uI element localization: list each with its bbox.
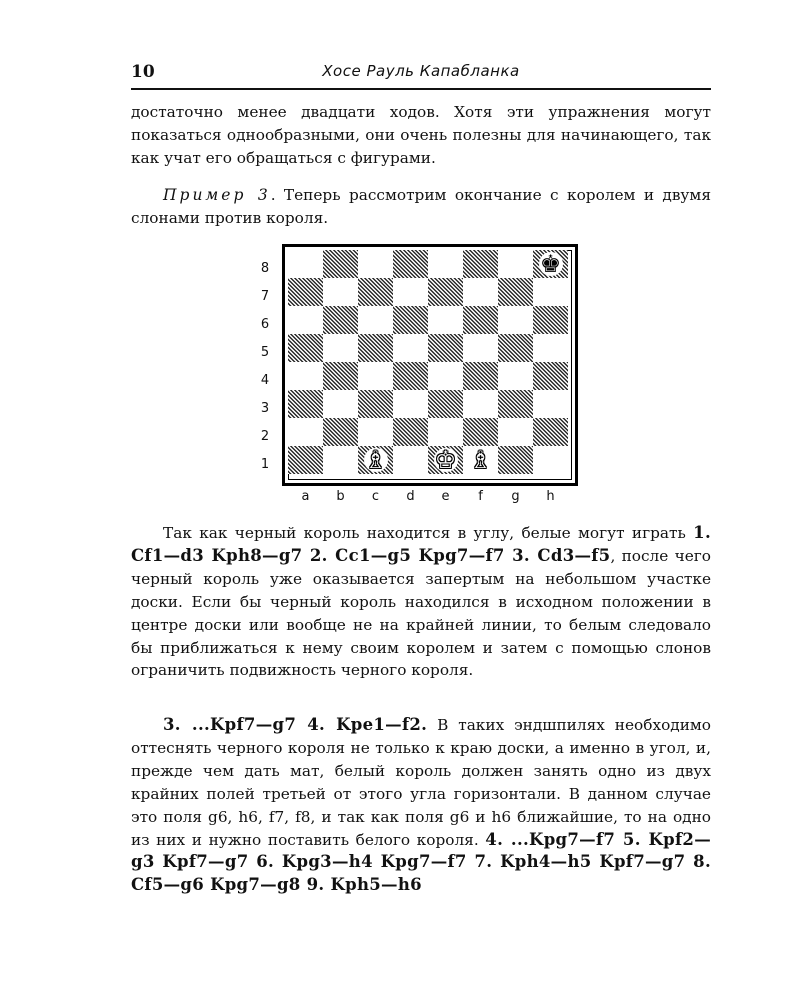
page-header [131, 62, 711, 86]
page-number: 10 [131, 62, 155, 82]
square-g5 [498, 334, 533, 362]
chess-diagram [282, 244, 578, 486]
file-label-a: a [301, 489, 310, 504]
file-label-g: g [511, 489, 520, 504]
square-e2 [428, 418, 463, 446]
square-h7 [533, 278, 568, 306]
file-label-f: f [478, 489, 483, 504]
square-a7 [288, 278, 323, 306]
file-label-c: c [371, 489, 380, 504]
square-f3 [463, 390, 498, 418]
black-king-icon: ♚ [539, 250, 562, 278]
square-c2 [358, 418, 393, 446]
square-b5 [323, 334, 358, 362]
square-g3 [498, 390, 533, 418]
square-b1 [323, 446, 358, 474]
chess-board [288, 250, 568, 474]
square-e4 [428, 362, 463, 390]
square-a1 [288, 446, 323, 474]
square-e6 [428, 306, 463, 334]
example-text: . Теперь рассмотрим окончание с королем и двумя слонами против короля. [131, 186, 711, 227]
square-h5 [533, 334, 568, 362]
square-e5 [428, 334, 463, 362]
square-a6 [288, 306, 323, 334]
square-e3 [428, 390, 463, 418]
square-g7 [498, 278, 533, 306]
square-b3 [323, 390, 358, 418]
square-c8 [358, 250, 393, 278]
square-h1 [533, 446, 568, 474]
file-label-e: e [441, 489, 450, 504]
square-e7 [428, 278, 463, 306]
square-a5 [288, 334, 323, 362]
square-g6 [498, 306, 533, 334]
square-d4 [393, 362, 428, 390]
rank-label-1: 1 [260, 457, 270, 472]
rank-label-7: 7 [260, 289, 270, 304]
square-f5 [463, 334, 498, 362]
square-b2 [323, 418, 358, 446]
square-f7 [463, 278, 498, 306]
white-king-icon: ♔ [434, 446, 457, 474]
square-d7 [393, 278, 428, 306]
file-label-b: b [336, 489, 345, 504]
square-d5 [393, 334, 428, 362]
square-d1 [393, 446, 428, 474]
square-g2 [498, 418, 533, 446]
square-b6 [323, 306, 358, 334]
rank-label-3: 3 [260, 401, 270, 416]
file-label-h: h [546, 489, 555, 504]
square-c4 [358, 362, 393, 390]
square-d8 [393, 250, 428, 278]
square-h4 [533, 362, 568, 390]
square-b7 [323, 278, 358, 306]
paragraph-3-text-a: Так как черный король находится в углу, белые могут играть [163, 524, 694, 542]
square-f6 [463, 306, 498, 334]
square-g8 [498, 250, 533, 278]
paragraph-4-text: В таких эндшпилях необходимо оттеснять черного короля не только к краю доски, а именно в угол, и, прежде чем дать мат, белый король должен занять одно из двух крайних полей третьей от этого угла горизонтали. В данном случае это поля g6, h6, f7, f8, и так как поля g6 и h6 ближайшие, то на одно из них и нужно поставить белого короля. [131, 716, 711, 849]
square-b4 [323, 362, 358, 390]
rank-label-6: 6 [260, 317, 270, 332]
white-bishop-c1-icon: ♗ [364, 446, 387, 474]
rank-label-4: 4 [260, 373, 270, 388]
paragraph-4-moves-2: 4. ...Kpg7—f7 5. Kpf2—g3 Kpf7—g7 6. Kpg3—h4 Kpg7—f7 7. Kph4—h5 Kpf7—g7 8. Cf5—g6 Kpg7—g8 9. Kph5—h6 [131, 829, 711, 895]
square-d3 [393, 390, 428, 418]
square-a3 [288, 390, 323, 418]
example-label: Пример 3 [163, 186, 271, 204]
paragraph-4 [131, 714, 711, 897]
white-bishop-f1-icon: ♗ [469, 446, 492, 474]
header-rule [131, 88, 711, 90]
square-d2 [393, 418, 428, 446]
paragraph-3 [131, 522, 711, 682]
paragraph-1: достаточно менее двадцати ходов. Хотя эти упражнения могут показаться однообразными, они очень полезны для начинающего, так как учат его обращаться с фигурами. [131, 103, 711, 167]
running-title: Хосе Рауль Капабланка [322, 62, 520, 80]
square-g4 [498, 362, 533, 390]
paragraph-4-moves: 3. ...Kpf7—g7 4. Kpe1—f2. [163, 715, 428, 734]
square-g1 [498, 446, 533, 474]
square-a8 [288, 250, 323, 278]
rank-label-8: 8 [260, 261, 270, 276]
square-f2 [463, 418, 498, 446]
square-f4 [463, 362, 498, 390]
square-a2 [288, 418, 323, 446]
file-label-d: d [406, 489, 415, 504]
square-a4 [288, 362, 323, 390]
square-e8 [428, 250, 463, 278]
square-b8 [323, 250, 358, 278]
rank-label-5: 5 [260, 345, 270, 360]
square-c3 [358, 390, 393, 418]
square-h2 [533, 418, 568, 446]
square-c7 [358, 278, 393, 306]
square-h3 [533, 390, 568, 418]
paragraph-3-moves: 1. Cf1—d3 Kph8—g7 2. Cc1—g5 Kpg7—f7 3. Cd3—f5 [131, 523, 711, 565]
square-f8 [463, 250, 498, 278]
paragraph-3-text-b: , после чего черный король уже оказывается запертым на небольшом участке доски. Если бы черный король находился в исходном положении в центре доски или вообще не на крайней линии, то белым следовало бы приближаться к нему своим королем и затем с помощью слонов ограничить подвижность черного короля. [131, 546, 711, 680]
square-c6 [358, 306, 393, 334]
square-d6 [393, 306, 428, 334]
square-h6 [533, 306, 568, 334]
square-c5 [358, 334, 393, 362]
rank-label-2: 2 [260, 429, 270, 444]
paragraph-example-3 [131, 184, 711, 230]
